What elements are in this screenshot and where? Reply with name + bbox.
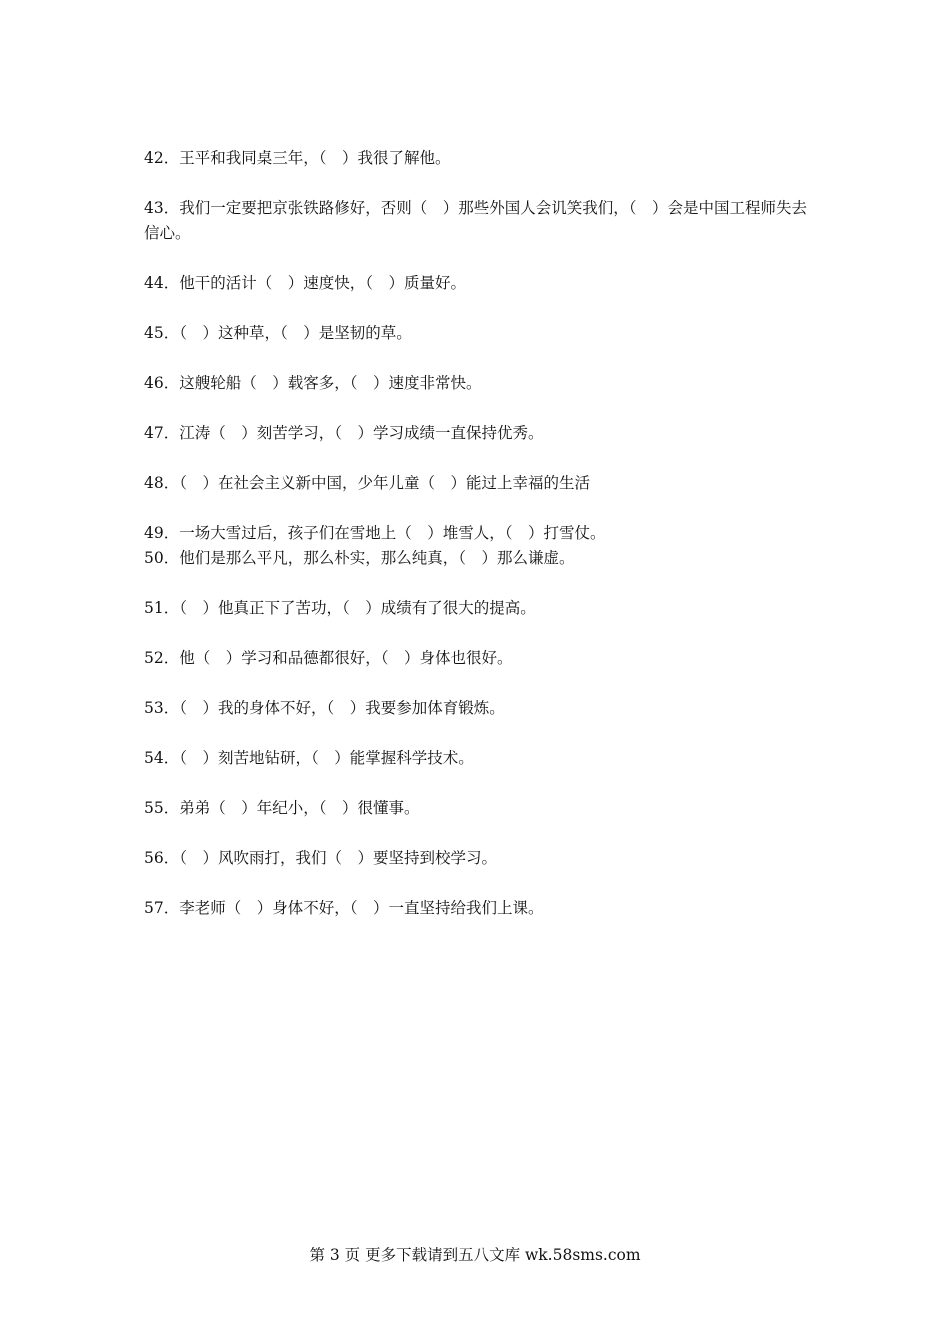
question-number: 54 xyxy=(144,749,164,767)
question-43: 43．我们一定要把京张铁路修好，否则（ ）那些外国人会讥笑我们，（ ）会是中国工程师失去信心。 xyxy=(144,199,808,242)
question-46: 46．这艘轮船（ ）载客多，（ ）速度非常快。 xyxy=(144,374,482,392)
question-56: 56．（ ）风吹雨打，我们（ ）要坚持到校学习。 xyxy=(144,849,498,867)
question-49: 49．一场大雪过后，孩子们在雪地上（ ）堆雪人，（ ）打雪仗。 xyxy=(144,524,606,542)
question-text: 我们一定要把京张铁路修好，否则（ ）那些外国人会讥笑我们，（ ）会是中国工程师失去信心。 xyxy=(144,199,808,242)
question-number: 57 xyxy=(144,899,164,917)
question-53: 53．（ ）我的身体不好，（ ）我要参加体育锻炼。 xyxy=(144,699,505,717)
question-44: 44．他干的活计（ ）速度快，（ ）质量好。 xyxy=(144,274,467,292)
question-number: 46 xyxy=(144,374,164,392)
question-52: 52．他（ ）学习和品德都很好，（ ）身体也很好。 xyxy=(144,649,513,667)
question-55: 55．弟弟（ ）年纪小，（ ）很懂事。 xyxy=(144,799,420,817)
question-list xyxy=(144,146,810,921)
question-text: （ ）在社会主义新中国，少年儿童（ ）能过上幸福的生活 xyxy=(179,474,591,492)
question-text: （ ）他真正下了苦功，（ ）成绩有了很大的提高。 xyxy=(179,599,536,617)
question-text: 江涛（ ）刻苦学习，（ ）学习成绩一直保持优秀。 xyxy=(179,424,544,442)
question-number: 53 xyxy=(144,699,164,717)
question-text: 一场大雪过后，孩子们在雪地上（ ）堆雪人，（ ）打雪仗。 xyxy=(179,524,606,542)
question-number: 52 xyxy=(144,649,164,667)
question-number: 55 xyxy=(144,799,164,817)
question-number: 48 xyxy=(144,474,164,492)
question-48: 48．（ ）在社会主义新中国，少年儿童（ ）能过上幸福的生活 xyxy=(144,474,591,492)
question-47: 47．江涛（ ）刻苦学习，（ ）学习成绩一直保持优秀。 xyxy=(144,424,544,442)
question-number: 51 xyxy=(144,599,164,617)
question-54: 54．（ ）刻苦地钻研，（ ）能掌握科学技术。 xyxy=(144,749,474,767)
question-42: 42．王平和我同桌三年，（ ）我很了解他。 xyxy=(144,149,451,167)
question-text: 李老师（ ）身体不好，（ ）一直坚持给我们上课。 xyxy=(179,899,544,917)
question-text: 弟弟（ ）年纪小，（ ）很懂事。 xyxy=(179,799,420,817)
question-text: 这艘轮船（ ）载客多，（ ）速度非常快。 xyxy=(179,374,482,392)
question-51: 51．（ ）他真正下了苦功，（ ）成绩有了很大的提高。 xyxy=(144,599,536,617)
question-text: 他（ ）学习和品德都很好，（ ）身体也很好。 xyxy=(179,649,513,667)
question-50: 50．他们是那么平凡，那么朴实，那么纯真，（ ）那么谦虚。 xyxy=(144,549,575,567)
question-number: 50 xyxy=(144,549,164,567)
question-number: 45 xyxy=(144,324,164,342)
question-number: 56 xyxy=(144,849,164,867)
question-number: 44 xyxy=(144,274,164,292)
question-number: 42 xyxy=(144,149,164,167)
question-text: （ ）这种草，（ ）是坚韧的草。 xyxy=(179,324,412,342)
question-text: （ ）风吹雨打，我们（ ）要坚持到校学习。 xyxy=(179,849,498,867)
page-footer: 第 3 页 更多下载请到五八文库 wk.58sms.com xyxy=(309,1246,641,1264)
question-text: （ ）我的身体不好，（ ）我要参加体育锻炼。 xyxy=(179,699,505,717)
question-text: （ ）刻苦地钻研，（ ）能掌握科学技术。 xyxy=(179,749,474,767)
question-45: 45．（ ）这种草，（ ）是坚韧的草。 xyxy=(144,324,412,342)
question-number: 47 xyxy=(144,424,164,442)
question-number: 43 xyxy=(144,199,164,217)
question-text: 他干的活计（ ）速度快，（ ）质量好。 xyxy=(179,274,467,292)
question-57: 57．李老师（ ）身体不好，（ ）一直坚持给我们上课。 xyxy=(144,899,544,917)
question-text: 他们是那么平凡，那么朴实，那么纯真，（ ）那么谦虚。 xyxy=(179,549,575,567)
question-text: 王平和我同桌三年，（ ）我很了解他。 xyxy=(179,149,451,167)
question-number: 49 xyxy=(144,524,164,542)
